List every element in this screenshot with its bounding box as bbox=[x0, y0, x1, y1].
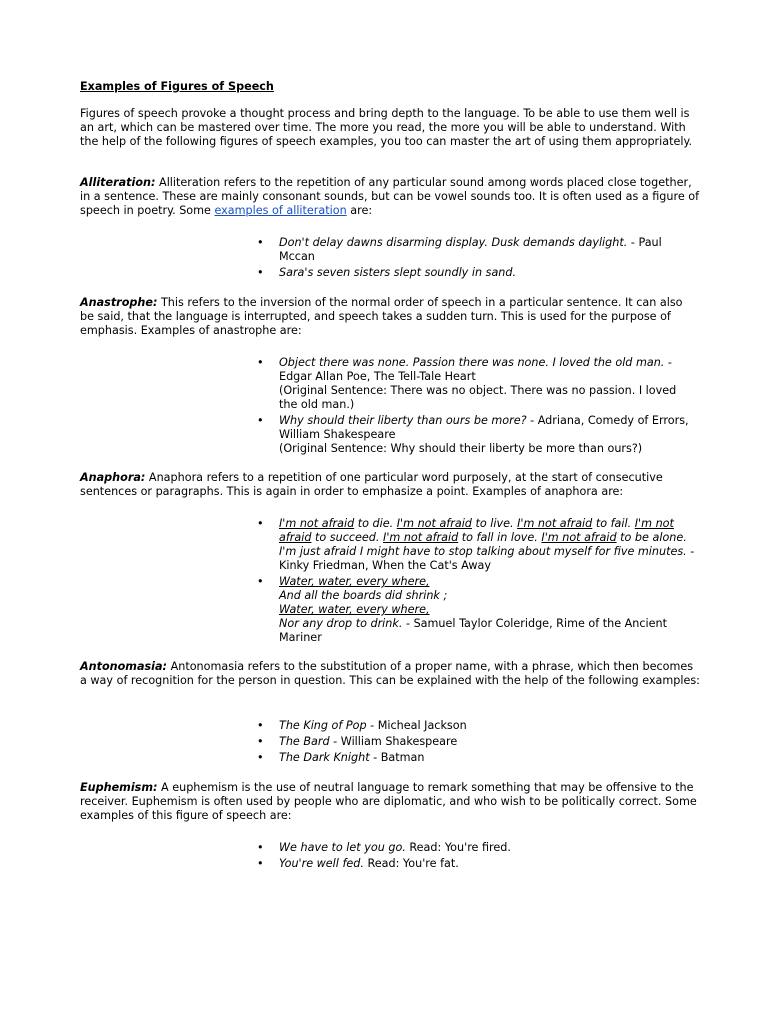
page-title: Examples of Figures of Speech bbox=[80, 80, 274, 93]
example-original: (Original Sentence: Why should their liberty be more than ours?) bbox=[279, 442, 643, 455]
alliteration-examples bbox=[257, 236, 697, 282]
example-name: - Batman bbox=[369, 751, 425, 764]
list-item bbox=[257, 751, 697, 765]
example-phrase: The Bard bbox=[279, 735, 330, 748]
antonomasia-examples bbox=[257, 719, 697, 767]
list-item bbox=[257, 719, 697, 733]
phrase-tail: to be alone. I'm just afraid I might have to stop talking about myself for five minutes. bbox=[279, 531, 687, 558]
example-phrase: The King of Pop bbox=[279, 719, 367, 732]
anaphora-examples bbox=[257, 517, 697, 647]
example-read: Read: You're fired. bbox=[405, 841, 511, 854]
antonomasia-text: Antonomasia refers to the substitution of a proper name, with a phrase, which then becomes a way of recognition for the person in question. This can be explained with the help of the following examples: bbox=[80, 660, 700, 687]
repeated-phrase: I'm not afraid bbox=[541, 531, 617, 544]
repeated-phrase: I'm not afraid bbox=[396, 517, 472, 530]
anaphora-term: Anaphora: bbox=[80, 471, 146, 484]
example-author: - Kinky Friedman, When the Cat's Away bbox=[279, 545, 695, 572]
anastrophe-examples bbox=[257, 356, 697, 458]
alliteration-text-end: are: bbox=[346, 204, 373, 217]
example-name: - Micheal Jackson bbox=[366, 719, 467, 732]
repeated-phrase: I'm not afraid bbox=[279, 517, 355, 530]
repeated-phrase: I'm not afraid bbox=[517, 517, 593, 530]
poem-line: • Water, water, every where, bbox=[279, 575, 430, 588]
list-item bbox=[257, 841, 697, 855]
phrase-tail: to succeed. bbox=[311, 531, 384, 544]
intro-paragraph: Figures of speech provoke a thought process and bring depth to the language. To be able to use them well is an art, which can be mastered over time. The more you read, the more you will be able to understand. With the help of the following figures of speech examples, you too can master the art of using them appropriately. bbox=[80, 107, 693, 148]
example-quote: Object there was none. Passion there was none. I loved the old man. bbox=[279, 356, 665, 369]
poem-line: Nor any drop to drink. bbox=[279, 617, 403, 630]
example-read: Read: You're fat. bbox=[363, 857, 459, 870]
repeated-phrase: I'm not afraid bbox=[383, 531, 459, 544]
list-item bbox=[257, 266, 697, 280]
anastrophe-text: This refers to the inversion of the normal order of speech in a particular sentence. It can also be said, that the language is interrupted, and speech takes a sudden turn. This is used for the purpose of emphasis. Examples of anastrophe are: bbox=[80, 296, 683, 337]
example-author: - Adriana, Comedy of Errors, William Shakespeare bbox=[279, 414, 689, 441]
examples-of-alliteration-link[interactable]: examples of alliteration bbox=[214, 204, 347, 217]
repeated-phrase: I'm not afraid bbox=[279, 517, 674, 544]
list-item bbox=[257, 857, 697, 871]
example-author: - Samuel Taylor Coleridge, Rime of the Ancient Mariner bbox=[279, 617, 668, 644]
phrase-tail: to fall in love. bbox=[458, 531, 542, 544]
anaphora-text: Anaphora refers to a repetition of one particular word purposely, at the start of consecutive sentences or paragraphs. This is again in order to emphasize a point. Examples of anaphora are: bbox=[80, 471, 663, 498]
euphemism-examples bbox=[257, 841, 697, 873]
antonomasia-term: Antonomasia: bbox=[80, 660, 168, 673]
euphemism-paragraph bbox=[80, 781, 700, 823]
antonomasia-paragraph bbox=[80, 660, 700, 688]
alliteration-term: Alliteration: bbox=[80, 176, 156, 189]
list-item bbox=[257, 236, 697, 264]
euphemism-text: A euphemism is the use of neutral language to remark something that may be offensive to the receiver. Euphemism is often used by people who are diplomatic, and who wish to be politically correct. Some examples of this figure of speech are: bbox=[80, 781, 697, 822]
example-phrase: We have to let you go. bbox=[279, 841, 406, 854]
example-author: - Paul Mccan bbox=[279, 236, 662, 263]
example-quote: Sara's seven sisters slept soundly in sand. bbox=[279, 266, 517, 279]
phrase-tail: to fail. bbox=[592, 517, 635, 530]
example-original: (Original Sentence: There was no object. There was no passion. I loved the old man.) bbox=[279, 384, 677, 411]
euphemism-term: Euphemism: bbox=[80, 781, 158, 794]
poem-line: And all the boards did shrink ; bbox=[279, 589, 448, 602]
example-quote: Why should their liberty than ours be more? bbox=[279, 414, 527, 427]
anaphora-paragraph bbox=[80, 471, 700, 499]
anastrophe-term: Anastrophe: bbox=[80, 296, 158, 309]
poem-line: Water, water, every where, bbox=[279, 603, 430, 616]
phrase-tail: to live. bbox=[471, 517, 518, 530]
example-name: - William Shakespeare bbox=[329, 735, 458, 748]
alliteration-text: Alliteration refers to the repetition of any particular sound among words placed close together, in a sentence. These are mainly consonant sounds, but can be vowel sounds too. It is often used as a figure of speech in poetry. Some bbox=[80, 176, 700, 217]
list-item bbox=[257, 414, 697, 456]
list-item bbox=[257, 735, 697, 749]
list-item bbox=[257, 575, 697, 645]
anastrophe-paragraph bbox=[80, 296, 700, 338]
phrase-tail: to die. bbox=[354, 517, 397, 530]
list-item bbox=[257, 356, 697, 412]
example-author: - Edgar Allan Poe, The Tell-Tale Heart bbox=[279, 356, 672, 383]
example-phrase: The Dark Knight bbox=[279, 751, 370, 764]
example-phrase: You're well fed. bbox=[279, 857, 364, 870]
alliteration-paragraph bbox=[80, 176, 700, 218]
example-quote: Don't delay dawns disarming display. Dusk demands daylight. bbox=[279, 236, 628, 249]
list-item bbox=[257, 517, 697, 573]
